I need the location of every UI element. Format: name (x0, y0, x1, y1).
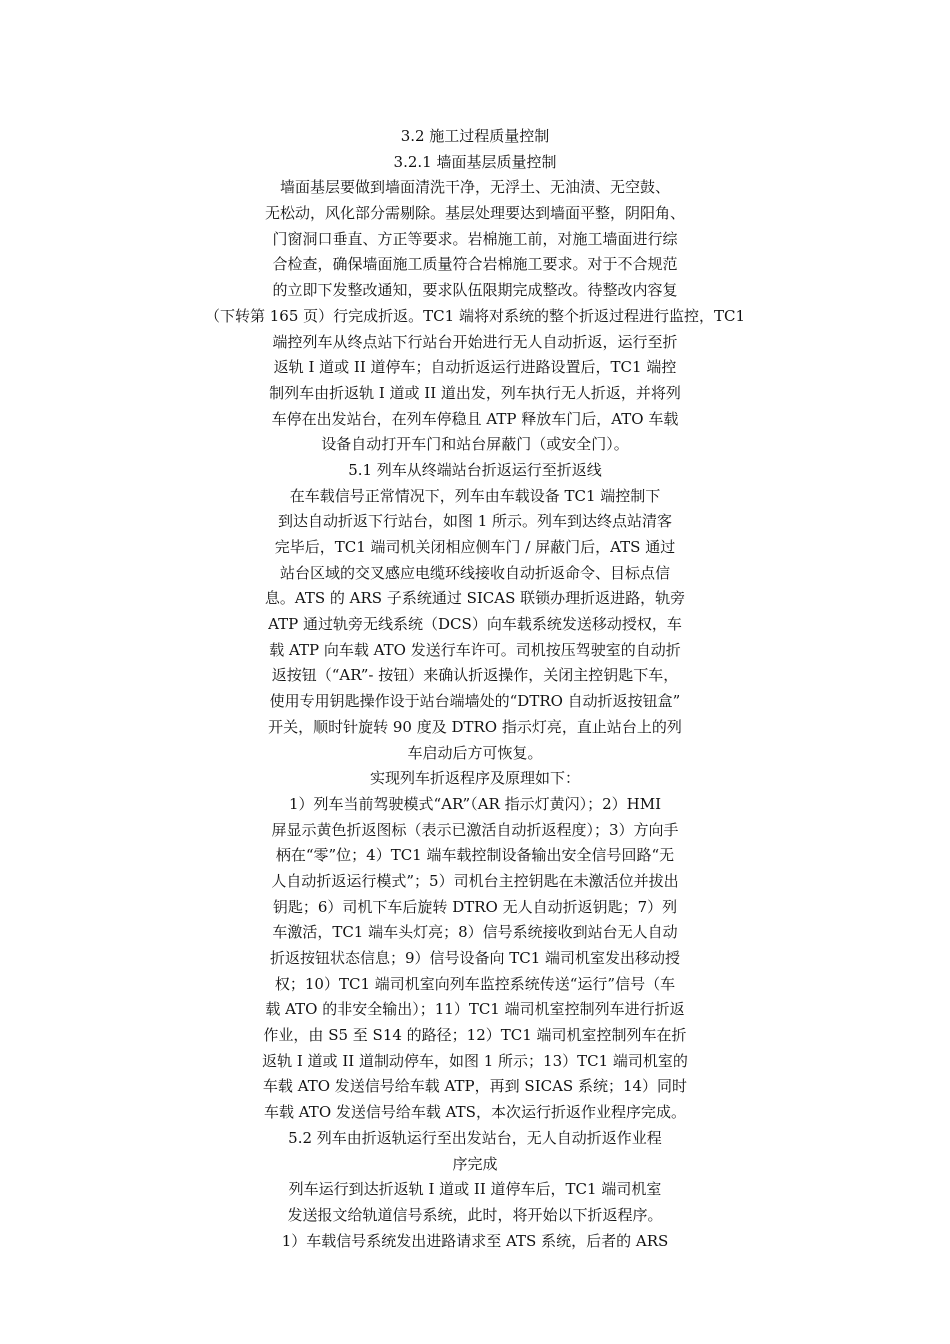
text-line: （下转第 165 页）行完成折返。TC1 端将对系统的整个折返过程进行监控，TC1 (205, 306, 745, 325)
text-line: 车启动后方可恢复。 (407, 743, 543, 762)
text-line: 折返按钮状态信息；9）信号设备向 TC1 端司机室发出移动授 (269, 949, 681, 967)
text-line: 在车载信号正常情况下，列车由车载设备 TC1 端控制下 (289, 486, 661, 505)
text-line: 返轨 I 道或 II 道停车；自动折返运行进路设置后，TC1 端控 (273, 358, 677, 377)
text-line: 合检查，确保墙面施工质量符合岩棉施工要求。对于不合规范 (272, 255, 678, 274)
text-line: 制列车由折返轨 I 道或 II 道出发，列车执行无人折返，并将列 (269, 383, 681, 402)
text-line: 返按钮（“AR”- 按钮）来确认折返操作，关闭主控钥匙下车， (271, 666, 679, 685)
text-line: 屏显示黄色折返图标（表示已激活自动折返程度）；3）方向手 (271, 820, 679, 839)
text-line: 发送报文给轨道信号系统，此时，将开始以下折返程序。 (287, 1205, 663, 1224)
text-line: 车停在出发站台，在列车停稳且 ATP 释放车门后，ATO 车载 (271, 409, 679, 428)
subsection-heading-3-2-1: 3.2.1 墙面基层质量控制 (393, 152, 557, 171)
section-heading-3-2: 3.2 施工过程质量控制 (400, 127, 550, 145)
text-line: 完毕后，TC1 端司机关闭相应侧车门 / 屏蔽门后，ATS 通过 (274, 538, 676, 556)
text-line: 到达自动折返下行站台，如图 1 所示。列车到达终点站清客 (277, 512, 673, 531)
text-line: 载 ATO 的非安全输出）；11）TC1 端司机室控制列车进行折返 (265, 1000, 685, 1019)
section-heading-5-2: 5.2 列车由折返轨运行至出发站台，无人自动折返作业程 (288, 1128, 662, 1147)
text-line: 柄在“零”位；4）TC1 端车载控制设备输出安全信号回路“无 (275, 846, 675, 865)
text-line: 钥匙；6）司机下车后旋转 DTRO 无人自动折返钥匙；7）列 (272, 897, 678, 916)
text-line: 实现列车折返程序及原理如下： (369, 769, 580, 788)
text-line: 车激活，TC1 端车头灯亮；8）信号系统接收到站台无人自动 (272, 923, 678, 942)
text-line: 列车运行到达折返轨 I 道或 II 道停车后，TC1 端司机室 (288, 1180, 662, 1199)
text-line: 返轨 I 道或 II 道制动停车，如图 1 所示；13）TC1 端司机室的 (262, 1051, 688, 1070)
text-line: 门窗洞口垂直、方正等要求。岩棉施工前，对施工墙面进行综 (272, 229, 678, 248)
text-line: 无松动，风化部分需剔除。基层处理要达到墙面平整，阴阳角、 (264, 204, 685, 223)
text-line: 权；10）TC1 端司机室向列车监控系统传送“运行”信号（车 (274, 974, 676, 993)
text-line: 车载 ATO 发送信号给车载 ATS，本次运行折返作业程序完成。 (264, 1103, 686, 1122)
text-line: 1）列车当前驾驶模式“AR”（AR 指示灯黄闪）；2）HMI (289, 794, 661, 813)
text-line: ATP 通过轨旁无线系统（DCS）向车载系统发送移动授权，车 (268, 615, 682, 634)
document-page (0, 124, 950, 1254)
text-line: 的立即下发整改通知，要求队伍限期完成整改。待整改内容复 (272, 281, 678, 300)
text-line: 息。ATS 的 ARS 子系统通过 SICAS 联锁办理折返进路，轨旁 (264, 589, 686, 608)
section-heading-5-1: 5.1 列车从终端站台折返运行至折返线 (348, 460, 602, 479)
text-line: 墙面基层要做到墙面清洗干净，无浮土、无油渍、无空鼓、 (279, 178, 670, 197)
text-line: 站台区域的交叉感应电缆环线接收自动折返命令、目标点信 (279, 563, 670, 582)
text-line: 作业，由 S5 至 S14 的路径；12）TC1 端司机室控制列车在折 (263, 1026, 687, 1045)
text-line: 载 ATP 向车载 ATO 发送行车许可。司机按压驾驶室的自动折 (269, 640, 681, 659)
text-line: 车载 ATO 发送信号给车载 ATP，再到 SICAS 系统；14）同时 (262, 1077, 688, 1096)
text-line: 使用专用钥匙操作设于站台端墙处的“DTRO 自动折返按钮盒” (269, 692, 681, 711)
text-line: 人自动折返运行模式”；5）司机台主控钥匙在未激活位并拔出 (271, 871, 679, 890)
text-line: 端控列车从终点站下行站台开始进行无人自动折返，运行至折 (272, 332, 678, 351)
text-line: 1）车载信号系统发出进路请求至 ATS 系统，后者的 ARS (281, 1231, 669, 1250)
text-line: 设备自动打开车门和站台屏蔽门（或安全门）。 (321, 435, 629, 454)
section-heading-5-2-continued: 序完成 (452, 1154, 498, 1173)
text-line: 开关，顺时针旋转 90 度及 DTRO 指示灯亮，直止站台上的列 (268, 717, 682, 736)
